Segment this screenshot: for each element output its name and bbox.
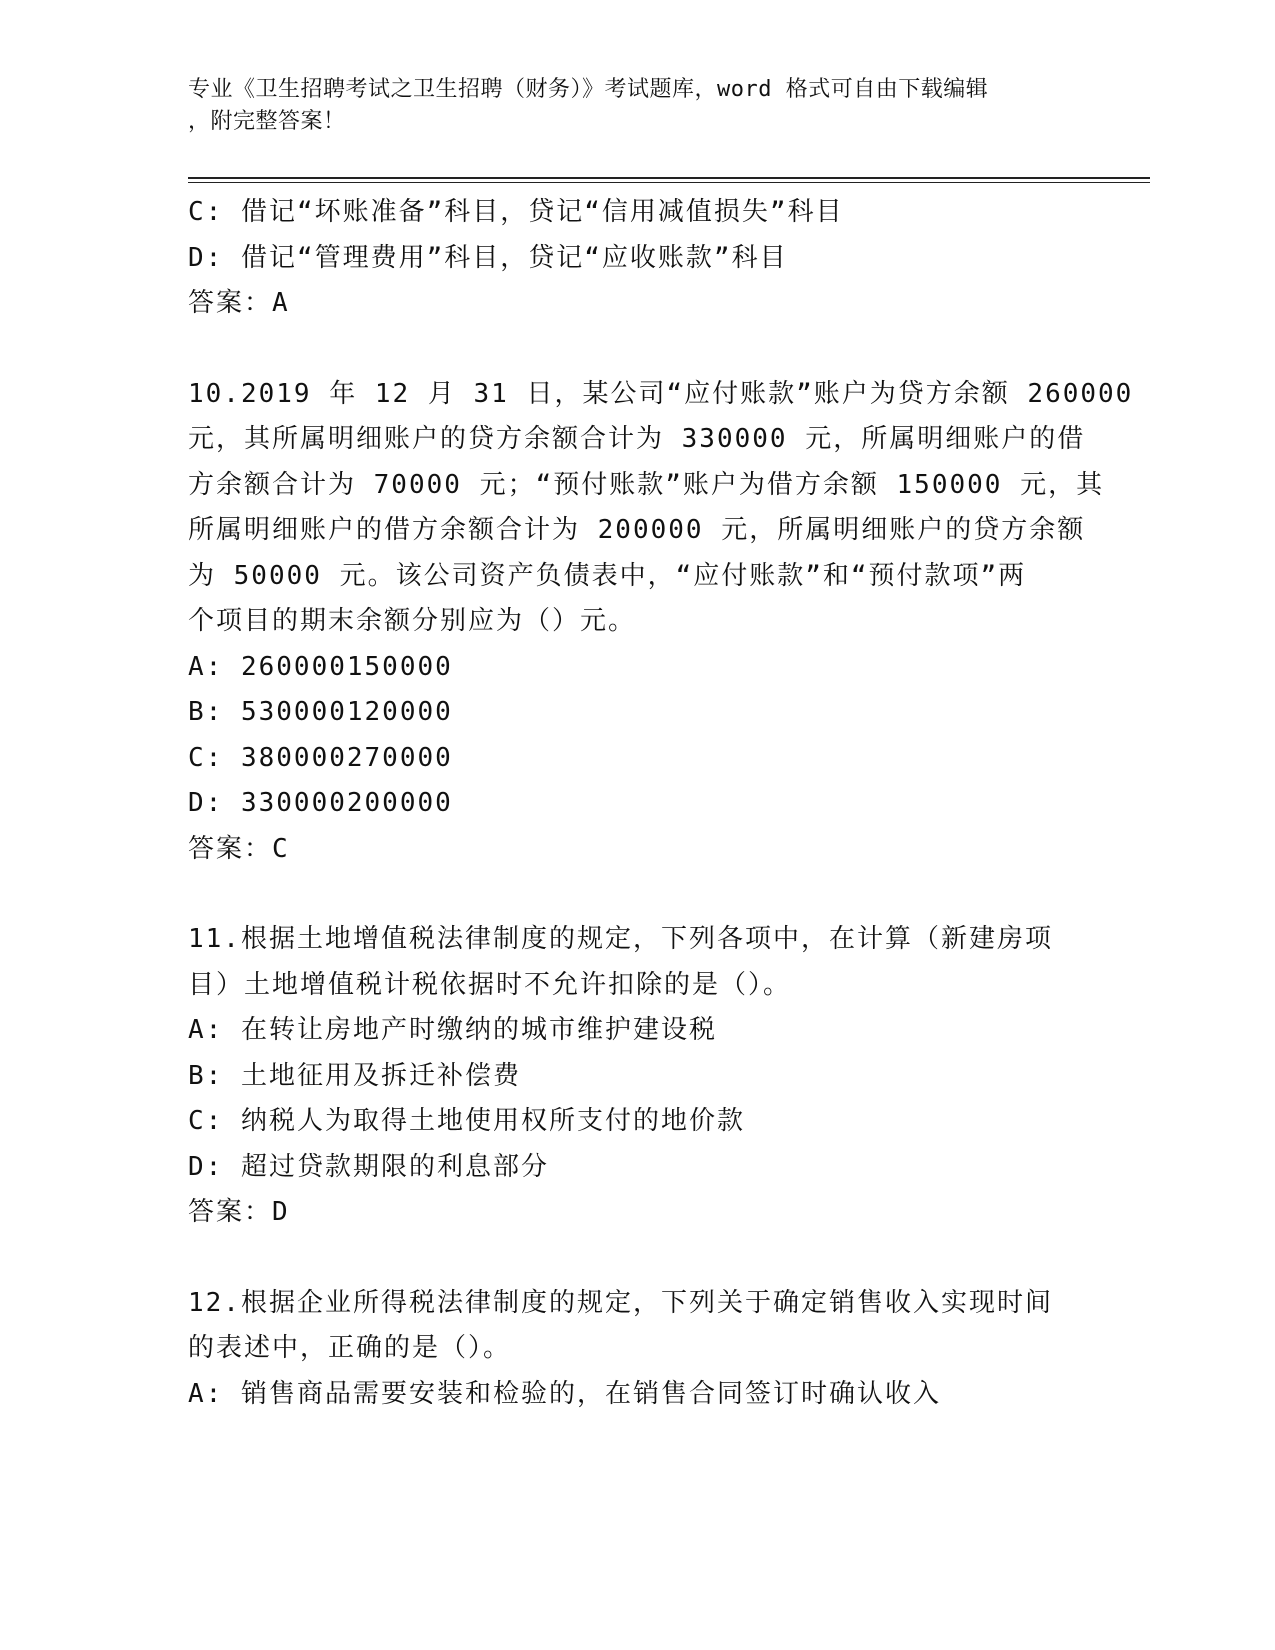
option-b: B: 土地征用及拆迁补偿费 [188,1060,521,1091]
stem-line: 的表述中，正确的是（）。 [188,1333,512,1363]
document-body [188,190,1134,1417]
answer-line: 答案：C [188,833,290,864]
stem-line: 个项目的期末余额分别应为（）元。 [188,606,637,636]
stem-line: 11.根据土地增值税法律制度的规定，下列各项中，在计算（新建房项 [188,924,1053,954]
option-c: C: 纳税人为取得土地使用权所支付的地价款 [188,1106,745,1136]
header-line-2: ，附完整答案！ [188,109,346,134]
stem-line: 目）土地增值税计税依据时不允许扣除的是（）。 [188,969,792,1000]
option-d: D: 330000200000 [188,788,453,818]
question-12 [188,1281,1088,1418]
header-line-1: 专业《卫生招聘考试之卫生招聘（财务）》考试题库，word 格式可自由下载编辑 [188,77,989,102]
stem-line: 所属明细账户的借方余额合计为 200000 元，所属明细账户的贷方余额 [188,515,1086,545]
question-stem [188,917,1088,1008]
header-divider-thick [188,177,1150,179]
option-b: B: 530000120000 [188,697,453,727]
header-divider-thin [188,182,1150,183]
option-a: A: 销售商品需要安装和检验的，在销售合同签订时确认收入 [188,1378,941,1409]
option-d: D: 借记“管理费用”科目，贷记“应收账款”科目 [188,242,788,273]
question-stem [188,372,1134,645]
stem-line: 元，其所属明细账户的贷方余额合计为 330000 元，所属明细账户的借 [188,424,1086,454]
question-10 [188,372,1134,873]
stem-line: 为 50000 元。该公司资产负债表中，“应付账款”和“预付款项”两 [188,560,1027,591]
stem-line: 10.2019 年 12 月 31 日，某公司“应付账款”账户为贷方余额 260000 [188,378,1134,409]
prev-question-continuation [188,190,1088,327]
answer-line: 答案：D [188,1197,290,1227]
option-a: A: 在转让房地产时缴纳的城市维护建设税 [188,1015,717,1045]
stem-line: 方余额合计为 70000 元；“预付账款”账户为借方余额 150000 元，其 [188,469,1105,500]
option-c: C: 380000270000 [188,742,453,773]
option-c: C: 借记“坏账准备”科目，贷记“信用减值损失”科目 [188,197,844,227]
question-stem [188,1281,1088,1372]
option-d: D: 超过贷款期限的利息部分 [188,1151,549,1182]
question-11 [188,917,1088,1236]
stem-line: 12.根据企业所得税法律制度的规定，下列关于确定销售收入实现时间 [188,1287,1053,1318]
option-a: A: 260000150000 [188,651,453,682]
document-header [188,74,1068,138]
answer-line: 答案：A [188,288,290,318]
